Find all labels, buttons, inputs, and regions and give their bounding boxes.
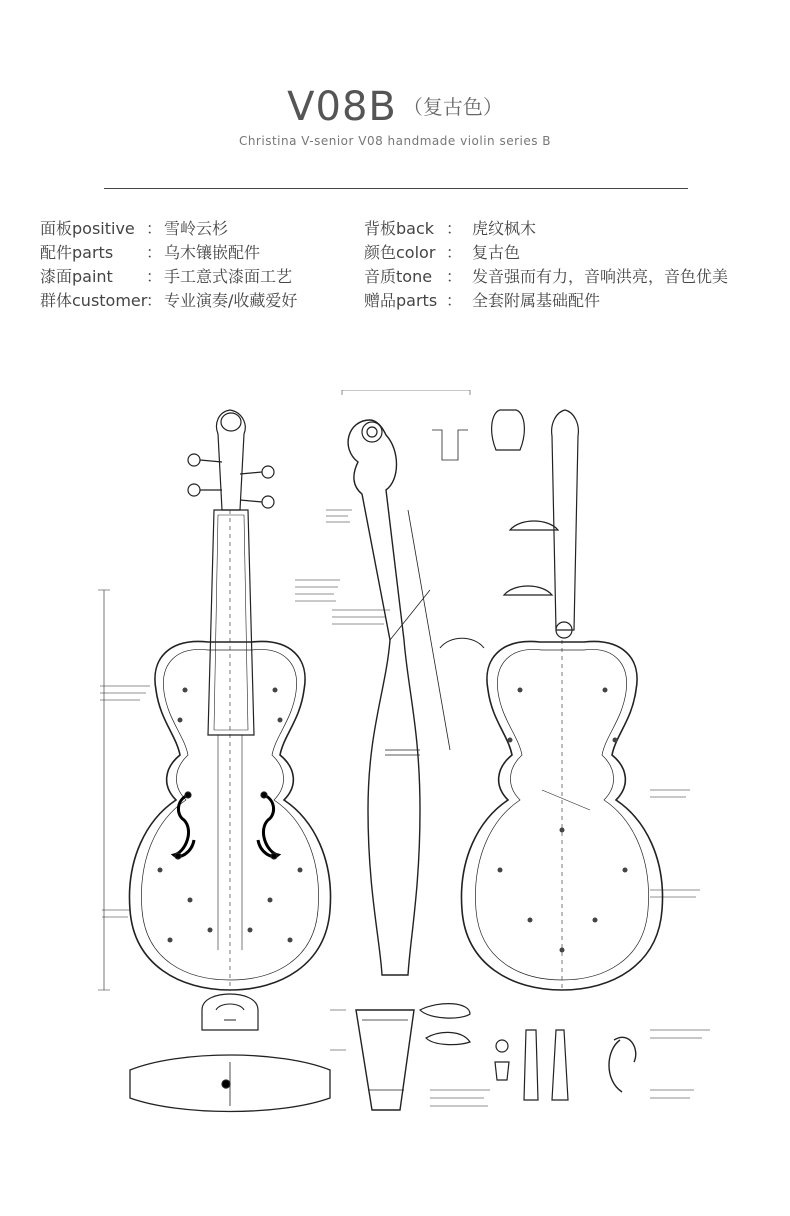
spec-sep: ： xyxy=(146,267,163,286)
divider xyxy=(104,188,688,189)
spec-sep: ： xyxy=(146,291,163,310)
spec-label: 颜色color xyxy=(364,243,436,262)
spec-sep: ： xyxy=(146,243,163,262)
spec-value: 专业演奏/收藏爱好 xyxy=(164,291,298,310)
violin-front-view xyxy=(98,410,340,990)
spec-value: 雪岭云杉 xyxy=(164,219,229,238)
spec-label: 音质tone xyxy=(364,267,433,286)
spec-label: 背板back xyxy=(364,219,435,238)
violin-back-view xyxy=(432,410,700,990)
spec-sep: ： xyxy=(446,243,463,262)
spec-value: 复古色 xyxy=(472,243,521,262)
violin-side-view xyxy=(326,390,470,975)
spec-sep: ： xyxy=(446,267,463,286)
spec-value: 手工意式漆面工艺 xyxy=(164,267,293,286)
detail-parts xyxy=(130,994,710,1112)
spec-value: 全套附属基础配件 xyxy=(472,291,601,310)
model-color-note: （复古色） xyxy=(402,95,503,119)
product-tagline: Christina V-senior V08 handmade violin series B xyxy=(238,134,552,148)
spec-value: 乌木镶嵌配件 xyxy=(164,243,261,262)
spec-label: 群体customer xyxy=(40,291,148,310)
product-title xyxy=(0,84,790,130)
violin-technical-drawing xyxy=(90,390,730,1150)
spec-top: 面板positive xyxy=(40,219,135,238)
spec-sep: ： xyxy=(146,219,163,238)
spec-label: 赠品parts xyxy=(364,291,438,310)
model-name: V08B xyxy=(287,84,397,130)
spec-sep: ： xyxy=(446,219,463,238)
spec-label: 漆面paint xyxy=(40,267,113,286)
spec-sep: ： xyxy=(446,291,463,310)
spec-value: 发音强而有力，音响洪亮，音色优美 xyxy=(472,267,729,286)
spec-value: 虎纹枫木 xyxy=(472,219,537,238)
spec-label: 配件parts xyxy=(40,243,114,262)
